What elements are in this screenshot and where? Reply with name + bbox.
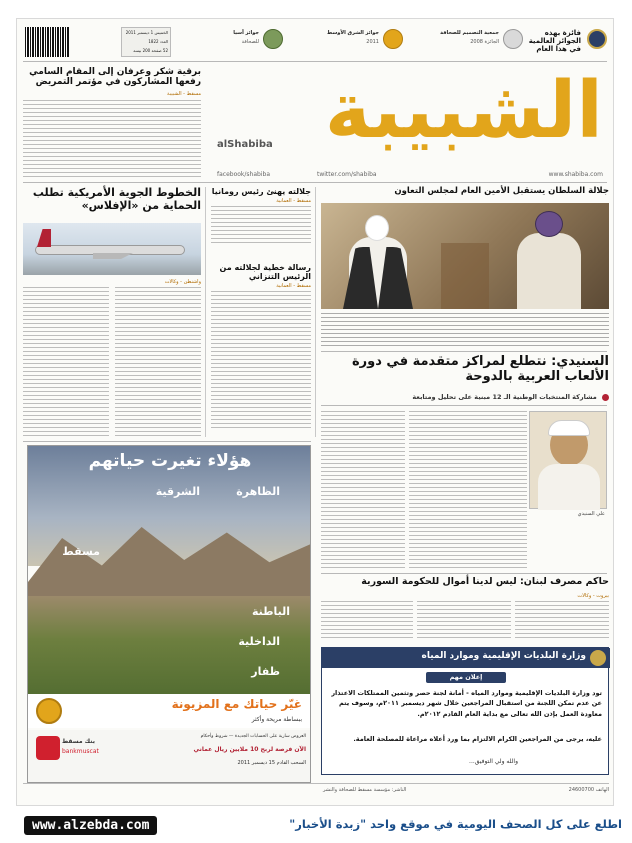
ministry-ad-sign: والله ولي التوفيق...	[469, 758, 518, 765]
side-brief-1-body	[211, 206, 311, 244]
award-item-1	[413, 27, 523, 55]
travel-ad-region-1: الشرقية	[155, 485, 200, 498]
main-photo-caption-body	[321, 313, 609, 347]
travel-ad-draw-dates: السحب القادم 15 ديسمبر 2011	[237, 760, 306, 766]
masthead-twitter: twitter.com/shabiba	[317, 171, 377, 178]
footer-strip	[23, 783, 609, 797]
lebanon-body-col-2	[417, 601, 511, 641]
chair-back	[441, 243, 489, 309]
airline-story	[23, 187, 201, 437]
ministry-ad-title: وزارة البلديات الإقليمية وموارد المياه	[421, 651, 586, 661]
award-label: الجائزة 2008	[470, 39, 499, 45]
masthead-english: alShabiba	[217, 139, 273, 150]
watermark-tagline: اطلع على كل الصحف اليومية في موقع واحد "زبدة الأخبار"	[289, 817, 622, 831]
main-photo-headline-bar	[321, 187, 609, 201]
travel-ad-footer-note: العروض سارية على الحسابات الجديدة — شروط وأحكام	[200, 734, 306, 739]
side-brief-2-headline: رسالة خطية لجلالته من الرئيس التنزاني	[219, 263, 311, 282]
sports-sub-text: مشاركة المنتخبات الوطنية الـ 12 مبنية على تحليل ومتابعة	[412, 393, 597, 401]
award-title: جمعية التصميم للصحافة	[440, 30, 499, 36]
person-right-turban	[535, 211, 563, 237]
sports-headline: السنيدي: نتطلع لمراكز متقدمة في دورة الألعاب العربية بالدوحة	[352, 354, 609, 384]
award-label: للصحافة	[241, 39, 259, 45]
masthead-facebook: facebook/shabiba	[217, 171, 270, 178]
date-box	[121, 27, 171, 57]
bank-name-en: bankmuscat	[62, 748, 99, 755]
watermark-bar	[0, 812, 632, 843]
awards-row	[167, 27, 523, 55]
award-title: جوائز الشرق الأوسط	[327, 30, 379, 36]
travel-ad-region-5: الداخلية	[238, 635, 280, 648]
ministry-ad-body: تود وزارة البلديات الإقليمية وموارد المياه - أمانة لجنة حصر وتثمين الممتلكات الاعتذار عن عدم تمكن اللجنة من استقبال المراجعين خلال شهر ديسمبر ٢٠١١م، وسوف يتم معاودة العمل بإذن الله تعالى مع بداية العام القادم ٢٠١٢م.	[331, 689, 602, 718]
top-divider	[23, 61, 607, 62]
lebanon-tag: بيروت - وكالات	[577, 593, 609, 599]
sports-portrait-caption: علي السنيدي	[577, 511, 605, 517]
date-line-1: الخميس 1 ديسمبر 2011	[125, 30, 168, 35]
main-photo-caption-title: جلالة السلطان يستقبل الأمين العام لمجلس التعاون	[394, 186, 609, 196]
newspaper-page	[16, 18, 614, 806]
ministry-ad-header	[322, 648, 610, 668]
airplane-wing	[93, 253, 133, 259]
side-brief-1-headline: جلالته يهنئ رئيس رومانيا	[211, 187, 311, 196]
promo-top-text: فائزة بهذه الجوائز العالمية في هذا العام	[528, 29, 581, 54]
portrait-cap	[548, 420, 590, 436]
travel-ad-coin-icon	[36, 698, 62, 724]
main-photo-divider	[321, 351, 607, 352]
award-item-2	[293, 27, 403, 55]
award-circle-icon	[587, 29, 607, 49]
award-label: 2011	[366, 39, 379, 45]
travel-ad-slogan-bar	[28, 694, 311, 728]
airline-body-col-2	[23, 287, 109, 437]
airplane-tail	[37, 229, 51, 247]
ad-top-divider	[23, 441, 311, 442]
ministry-emblem-icon	[590, 650, 606, 666]
lebanon-headline: حاكم مصرف لبنان: ليس لدينا أموال للحكومة السورية	[361, 576, 609, 587]
ministry-notice-badge	[426, 672, 506, 683]
date-line-3: 52 صفحة 200 بيسة	[133, 48, 168, 53]
left-top-story	[23, 67, 201, 185]
award-item-3	[173, 27, 283, 55]
airline-body-col-1	[115, 287, 201, 437]
airline-tag: واشنطن - وكالات	[164, 279, 201, 285]
bank-logo-icon	[36, 736, 60, 760]
travel-ad-region-2: الظاهرة	[236, 485, 280, 498]
travel-ad-draw-note: الآن فرصة لربح 10 ملايين ريال عماني	[193, 746, 306, 753]
sports-portrait	[529, 411, 607, 509]
masthead-divider	[23, 182, 607, 183]
footer-right: الهاتف 24600700	[568, 787, 609, 793]
left-top-headline: برقية شكر وعرفان إلى المقام السامي رفعها المشاركون في مؤتمر التمريض	[29, 67, 201, 88]
travel-ad-footer	[28, 730, 311, 783]
lebanon-body-col-1	[515, 601, 609, 641]
award-title: جوائز آسيا	[233, 30, 259, 36]
travel-ad	[27, 445, 311, 783]
mid-column-rule	[315, 187, 316, 437]
ministry-notice-label: إعلان مهم	[449, 673, 483, 681]
bank-name: بنك مسقط	[62, 738, 95, 745]
left-column-rule	[205, 187, 206, 437]
person-right-robe	[517, 233, 581, 309]
ministry-ad	[321, 647, 609, 775]
travel-ad-region-3: مسقط	[62, 545, 100, 558]
travel-ad-region-4: الباطنة	[251, 605, 290, 618]
portrait-robe	[538, 464, 600, 510]
sports-divider	[321, 405, 607, 406]
travel-ad-headline: هؤلاء تغيرت حياتهم	[88, 451, 252, 471]
side-brief-2	[211, 263, 311, 437]
left-top-tag: مسقط - الشبيبة	[167, 90, 201, 97]
award-globe-icon	[263, 29, 283, 49]
side-brief-1	[211, 187, 311, 257]
sports-body-col-1	[409, 411, 527, 569]
footer-left: الناشر: مؤسسة مسقط للصحافة والنشر	[323, 787, 407, 793]
lebanon-body-col-3	[321, 601, 413, 641]
date-line-2: العدد 1822	[148, 39, 168, 44]
sports-sub-icon	[602, 394, 609, 401]
sports-body-col-2	[321, 411, 405, 569]
ministry-ad-body-2: عليه، يرجى من المراجعين الكرام الالتزام بما ورد أعلاه مراعاة للمصلحة العامة.	[353, 735, 602, 743]
side-brief-2-body	[211, 291, 311, 431]
travel-ad-slogan: غيّر حياتك مع المزيونة	[171, 697, 302, 711]
masthead-title: الشبيبة	[324, 66, 603, 156]
sports-subheadline	[321, 393, 609, 401]
person-left-head	[365, 215, 389, 241]
travel-ad-sub: ببساطة مريحة وأكثر	[251, 716, 302, 723]
left-top-body	[23, 100, 201, 180]
award-seal-icon	[503, 29, 523, 49]
lebanon-divider	[321, 573, 607, 574]
airline-headline: الخطوط الجوية الأمريكية تطلب الحماية من «الإفلاس»	[32, 186, 201, 212]
airplane-photo	[23, 223, 201, 275]
travel-ad-region-6: ظفار	[251, 665, 280, 678]
main-photo	[321, 203, 609, 309]
watermark-url[interactable]: www.alzebda.com	[24, 816, 157, 835]
award-medal-icon	[383, 29, 403, 49]
masthead-website: www.shabiba.com	[548, 171, 603, 178]
side-brief-1-tag: مسقط - العمانية	[276, 198, 311, 205]
side-brief-2-tag: مسقط - العمانية	[276, 283, 311, 290]
barcode	[25, 27, 69, 57]
